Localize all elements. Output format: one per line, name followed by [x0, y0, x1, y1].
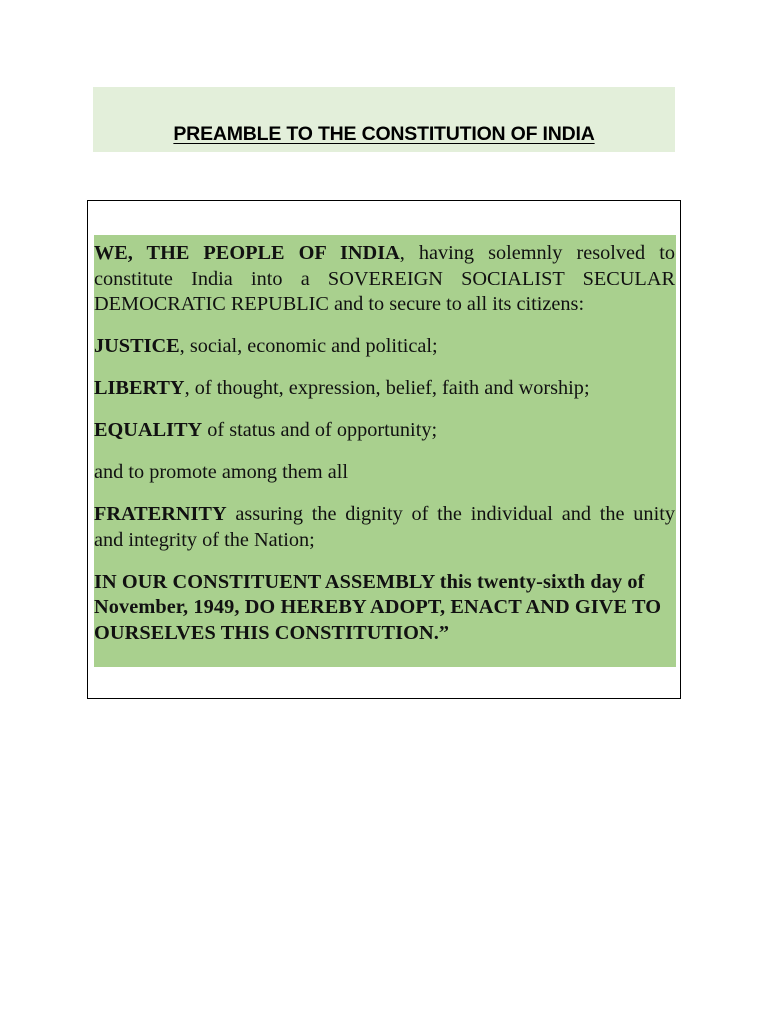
fraternity-bold: FRATERNITY — [94, 503, 227, 525]
equality-bold: EQUALITY — [94, 419, 203, 441]
intro-paragraph — [94, 241, 675, 318]
title-band — [93, 87, 675, 152]
justice-text: , social, economic and political; — [179, 335, 438, 357]
liberty-text: , of thought, expression, belief, faith and worship; — [184, 377, 590, 399]
equality-paragraph — [94, 418, 675, 444]
fraternity-paragraph — [94, 502, 675, 553]
page-title: PREAMBLE TO THE CONSTITUTION OF INDIA — [173, 123, 595, 145]
preamble-frame — [87, 200, 681, 699]
liberty-bold: LIBERTY — [94, 377, 185, 399]
intro-bold: WE, THE PEOPLE OF INDIA — [94, 242, 400, 264]
preamble-panel — [94, 235, 676, 667]
liberty-paragraph — [94, 376, 675, 402]
promote-paragraph: and to promote among them all — [94, 461, 349, 483]
fraternity-text: assuring the dignity of the individual and the unity and integrity of the Nation; — [94, 503, 675, 551]
justice-bold: JUSTICE — [94, 335, 180, 357]
equality-text: of status and of opportunity; — [202, 419, 438, 441]
preamble-text — [94, 241, 675, 663]
intro-text: , having solemnly resolved to constitute India into a SOVEREIGN SOCIALIST SECULAR DEMOCRATIC REPUBLIC and to secure to all its citizens: — [94, 242, 675, 315]
closing-paragraph: IN OUR CONSTITUENT ASSEMBLY this twenty-sixth day of November, 1949, DO HEREBY ADOPT, ENACT AND GIVE TO OURSELVES THIS CONSTITUTION.” — [94, 570, 662, 644]
justice-paragraph — [94, 334, 675, 360]
